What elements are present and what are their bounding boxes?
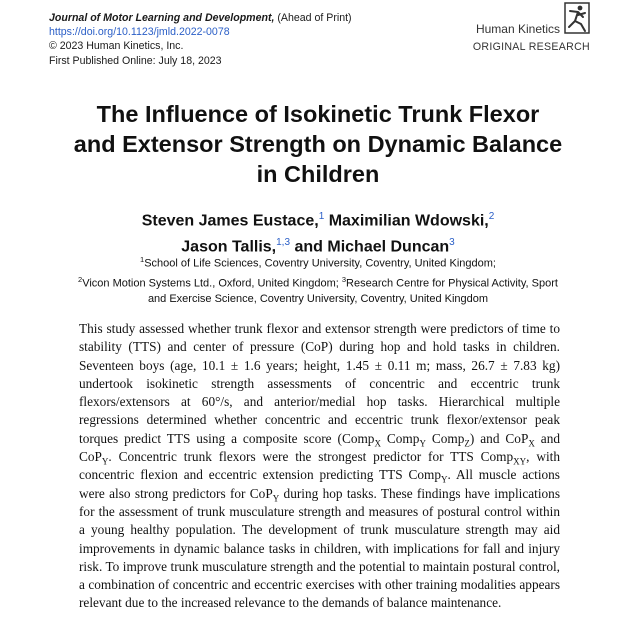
author-name: Steven James Eustace, [141, 212, 319, 230]
author-name: and Michael Duncan [290, 238, 450, 256]
title-line: in Children [256, 161, 380, 187]
subscript: X [374, 438, 381, 449]
author-name: Jason Tallis, [181, 238, 277, 256]
publisher-block [450, 2, 590, 56]
subscript: Y [419, 438, 426, 449]
affiliation-marker: 3 [341, 274, 347, 284]
affiliation-marker: 1 [140, 255, 145, 264]
subscript: Y [441, 475, 448, 486]
published-date: First Published Online: July 18, 2023 [49, 54, 222, 67]
abstract-text: , with concentric flexion and eccentric extension predicting TTS Comp [79, 449, 560, 483]
author-name: Maximilian Wdowski, [324, 212, 489, 230]
subscript: Y [101, 456, 109, 467]
article-type: ORIGINAL RESEARCH [472, 41, 590, 53]
author-affiliation-link[interactable]: 1 [318, 211, 325, 222]
abstract-text: and CoP [79, 430, 560, 465]
affiliation-marker: 2 [78, 274, 83, 284]
affiliation-text: Vicon Motion Systems Ltd., Oxford, United Kingdom; [82, 277, 342, 290]
human-kinetics-logo-icon [564, 2, 590, 34]
author-affiliation-link[interactable]: 1,3 [276, 237, 291, 249]
affiliation-text: and Exercise Science, Coventry University, Coventry, United Kingdom [147, 292, 489, 305]
title-line: The Influence of Isokinetic Trunk Flexor [96, 101, 540, 127]
abstract-text: during hop tasks. These findings have implications for the assessment of trunk musculature strength and measures of postural control within a young healthy population. The development of trunk musculature strength may aid improvements in dynamic balance tasks in children, with implications for fall and injury risk. To improve trunk musculature strength and the potential to maintain postural control, a combination of concentric and eccentric exercises with other training modalities appears relevant due to the increased relevance to the demands of balance maintenance. [79, 485, 561, 611]
article-header [49, 11, 352, 68]
abstract-text: . All muscle actions were also strong predictors for CoP [79, 467, 560, 501]
author-list [30, 206, 606, 259]
abstract [79, 320, 560, 613]
subscript: XY [513, 456, 527, 467]
affiliation-text: Research Centre for Physical Activity, Sport [346, 277, 558, 290]
paper-title [30, 99, 606, 189]
subscript: X [528, 438, 535, 449]
subscript: Y [272, 493, 280, 504]
publisher-name: Human Kinetics [475, 22, 560, 36]
affiliation-line [40, 272, 596, 292]
ahead-of-print: (Ahead of Print) [274, 12, 352, 24]
affiliation-text: School of Life Sciences, Coventry University, Coventry, United Kingdom; [144, 257, 496, 270]
affiliation-line [40, 292, 596, 307]
journal-name: Journal of Motor Learning and Development, [49, 12, 275, 24]
copyright: © 2023 Human Kinetics, Inc. [49, 40, 184, 53]
abstract-text: Comp [380, 430, 420, 446]
abstract-text: ) and CoP [469, 430, 529, 446]
abstract-text: Comp [425, 430, 465, 446]
affiliation-line [40, 252, 596, 272]
abstract-text: . Concentric trunk flexors were the strongest predictor for TTS Comp [108, 449, 514, 465]
author-affiliation-link[interactable]: 3 [449, 237, 455, 249]
author-line [30, 206, 606, 232]
author-affiliation-link[interactable]: 2 [488, 211, 495, 222]
doi-link[interactable]: https://doi.org/10.1123/jmld.2022-0078 [49, 26, 230, 39]
journal-line [49, 11, 352, 25]
affiliations [40, 252, 596, 307]
title-line: and Extensor Strength on Dynamic Balance [73, 131, 563, 157]
subscript: Z [464, 438, 470, 449]
abstract-text: This study assessed whether trunk flexor and extensor strength were predictors of time to stability (TTS) and center of pressure (CoP) during hop and hold tasks in children. Seventeen boys (age, 10.1 ± 1.6 years; height, 1.45 ± 0.11 m; mass, 26.7 ± 7.83 kg) undertook isokinetic strength assessments of concentric and eccentric trunk flexors/extensors at 60°/s, and anterior/medial hop tasks. Hierarchical multiple regressions determined whether concentric and eccentric trunk flexor/extensor peak torques predict TTS using a composite score (Comp [79, 321, 560, 446]
